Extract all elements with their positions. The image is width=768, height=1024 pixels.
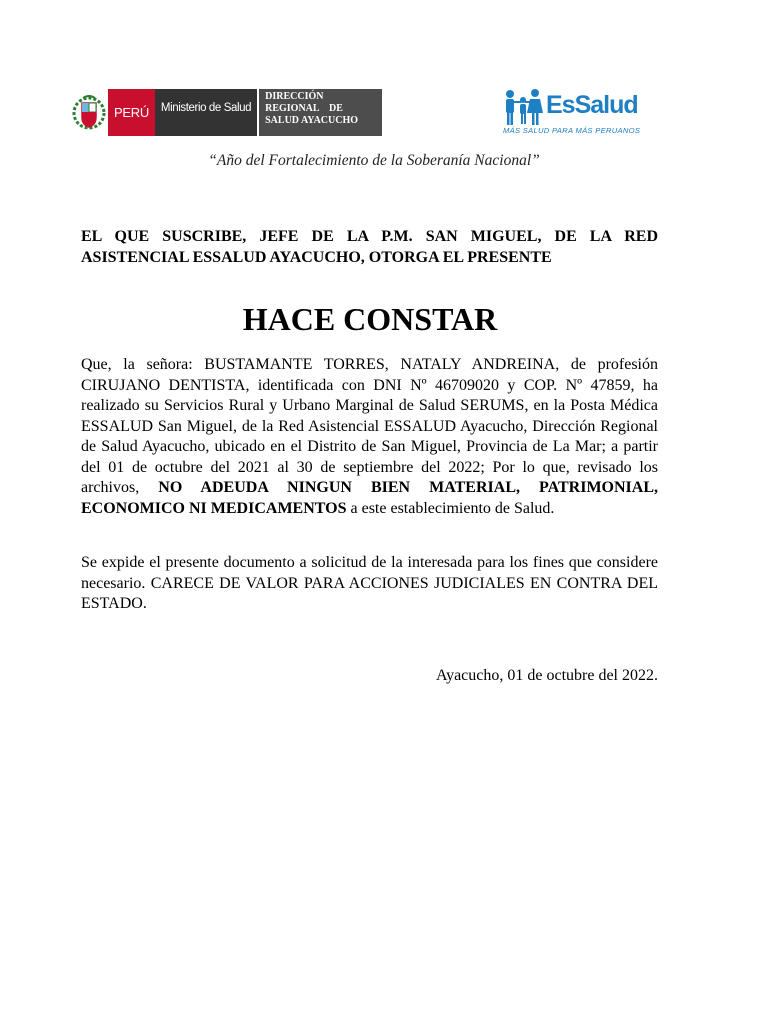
essalud-logo [502,86,662,138]
coat-of-arms-icon [70,89,108,136]
peru-label: PERÚ [108,89,155,136]
essalud-tagline: MÁS SALUD PARA MÁS PERUANOS [503,126,641,135]
date-line: Ayacucho, 01 de octubre del 2022. [435,667,658,684]
directorate-line: REGIONAL DE [265,103,343,114]
body-text-end: a este establecimiento de Salud. [346,499,555,517]
year-motto: “Año del Fortalecimiento de la Soberanía Nacional” [208,152,540,169]
body-text: Que, la señora: BUSTAMANTE TORRES, NATALY ANDREINA, de profesión CIRUJANO DENTISTA, identificada con DNI Nº 46709020 y COP. Nº 47859, ha realizado su Servicios Rural y Urbano Marginal de Salud SERUMS, en la Posta Médica ESSALUD San Miguel, de la Red Asistencial ESSALUD Ayacucho, Dirección Regional de Salud Ayacucho, ubicado en el Distrito de San Miguel, Provincia de La Mar; a partir del 01 de octubre del 2021 al 30 de septiembre del 2022; Por lo que, revisado los archivos, [81,356,658,496]
intro-statement: EL QUE SUSCRIBE, JEFE DE LA P.M. SAN MIGUEL, DE LA RED ASISTENCIAL ESSALUD AYACUCHO, OTORGA EL PRESENTE [81,228,658,266]
body-bold-statement: NO ADEUDA NINGUN BIEN MATERIAL, PATRIMONIAL, ECONOMICO NI MEDICAMENTOS [81,479,659,517]
issuance-note: Se expide el presente documento a solicitud de la interesada para los fines que considere necesario. CARECE DE VALOR PARA ACCIONES JUDICIALES EN CONTRA DEL ESTADO. [81,554,658,612]
document-title: HACE CONSTAR [242,301,498,337]
directorate-line: DIRECCIÓN [265,91,324,102]
directorate-label [257,89,382,136]
certificate-body [81,355,658,519]
family-figures-icon [502,88,550,126]
ministry-label: Ministerio de Salud [155,89,257,136]
essalud-wordmark: EsSalud [546,91,638,119]
directorate-line: SALUD AYACUCHO [265,115,359,126]
government-logo [70,89,382,136]
